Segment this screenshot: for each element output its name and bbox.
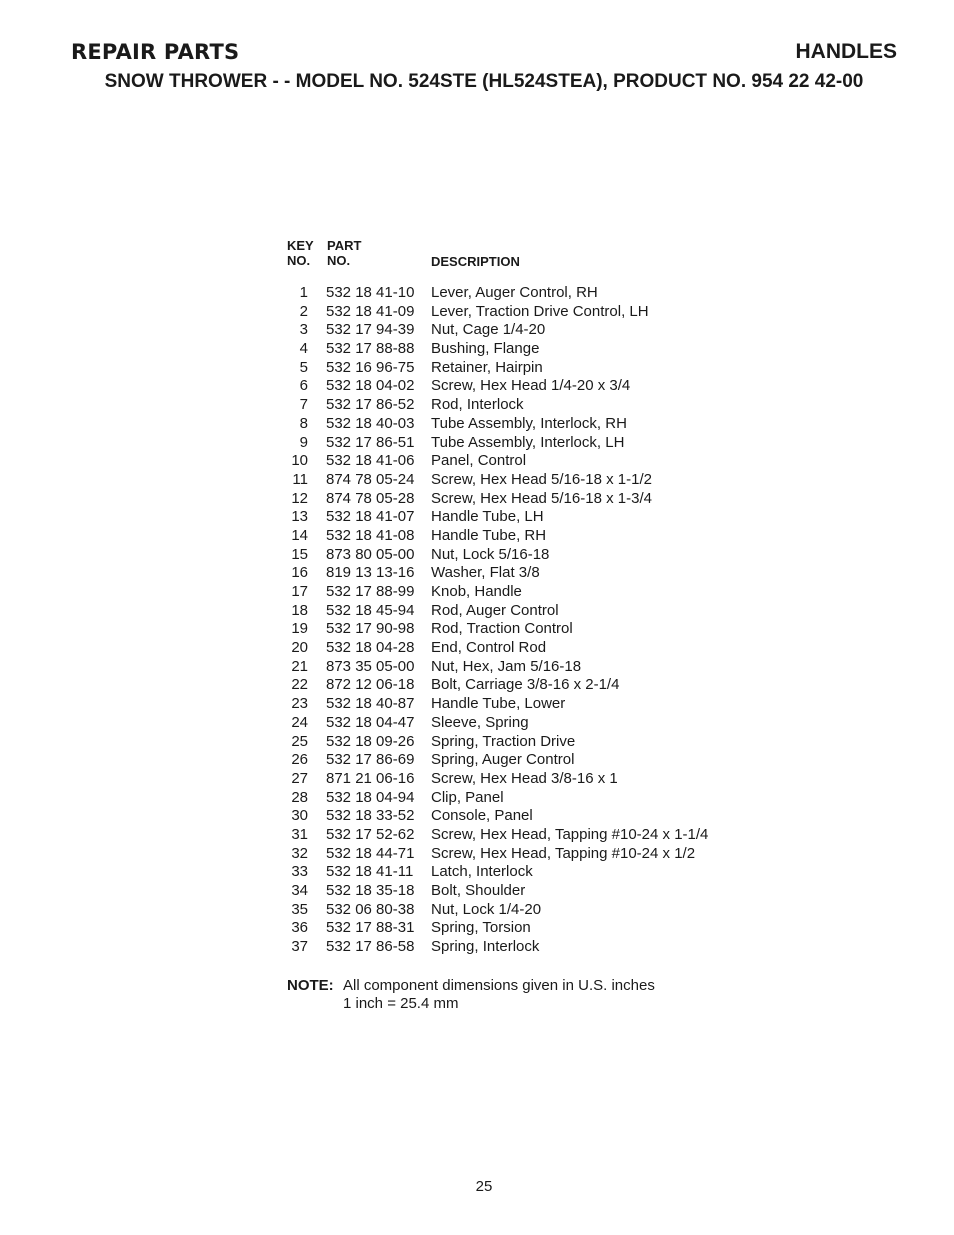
model-subtitle: SNOW THROWER - - MODEL NO. 524STE (HL524STEA), PRODUCT NO. 954 22 42-00 bbox=[104, 71, 864, 92]
part-no: 532 18 41-11 bbox=[326, 863, 414, 881]
description: Nut, Cage 1/4-20 bbox=[431, 321, 546, 339]
part-no: 532 18 44-71 bbox=[326, 844, 415, 862]
part-no: 532 17 52-62 bbox=[326, 825, 415, 843]
description: Clip, Panel bbox=[431, 788, 504, 806]
description: Lever, Traction Drive Control, LH bbox=[431, 302, 649, 320]
part-no: 532 18 41-08 bbox=[326, 526, 415, 544]
part-no: 532 17 88-31 bbox=[326, 919, 415, 937]
part-header-line2: NO. bbox=[327, 253, 351, 268]
description: Bushing, Flange bbox=[431, 340, 540, 358]
key-no: 28 bbox=[291, 788, 308, 806]
key-no: 18 bbox=[291, 601, 308, 619]
key-no: 33 bbox=[291, 863, 308, 881]
key-no: 13 bbox=[291, 508, 308, 526]
description: Handle Tube, RH bbox=[431, 526, 547, 544]
key-no: 4 bbox=[299, 340, 308, 358]
key-no: 36 bbox=[291, 919, 308, 937]
key-no: 2 bbox=[299, 302, 308, 320]
key-no: 23 bbox=[291, 695, 308, 713]
key-header-line2: NO. bbox=[287, 253, 311, 268]
description: Screw, Hex Head 1/4-20 x 3/4 bbox=[431, 377, 631, 395]
description: Handle Tube, LH bbox=[431, 508, 544, 526]
part-no: 819 13 13-16 bbox=[326, 564, 415, 582]
key-no: 1 bbox=[299, 284, 308, 301]
key-no: 19 bbox=[291, 620, 308, 638]
page-topic-title: HANDLES bbox=[795, 40, 897, 63]
key-no: 7 bbox=[299, 396, 308, 414]
part-no: 871 21 06-16 bbox=[326, 769, 415, 787]
part-no: 873 35 05-00 bbox=[326, 657, 415, 675]
description: Spring, Auger Control bbox=[431, 751, 575, 769]
part-no: 532 17 86-69 bbox=[326, 751, 415, 769]
description: Retainer, Hairpin bbox=[431, 358, 543, 376]
description: Tube Assembly, Interlock, RH bbox=[431, 414, 627, 432]
key-no: 34 bbox=[291, 882, 308, 899]
description: Panel, Control bbox=[431, 452, 527, 470]
description: Washer, Flat 3/8 bbox=[431, 564, 540, 582]
description: Screw, Hex Head 5/16-18 x 1-3/4 bbox=[431, 489, 652, 507]
key-no: 22 bbox=[291, 676, 308, 694]
key-no: 24 bbox=[291, 713, 308, 731]
key-no: 25 bbox=[291, 732, 308, 750]
key-no: 11 bbox=[292, 470, 308, 488]
part-no: 532 18 04-02 bbox=[326, 377, 415, 395]
part-no: 532 18 41-06 bbox=[326, 452, 415, 470]
part-no: 532 17 88-88 bbox=[326, 340, 415, 358]
key-no: 26 bbox=[291, 751, 308, 769]
part-no: 532 17 86-58 bbox=[326, 938, 415, 956]
part-no: 532 17 86-52 bbox=[326, 396, 415, 414]
section-title: REPAIR PARTS bbox=[71, 40, 240, 64]
description: Console, Panel bbox=[431, 807, 533, 825]
key-no: 31 bbox=[291, 825, 308, 843]
key-no: 8 bbox=[299, 414, 308, 432]
description-column-header: DESCRIPTION bbox=[431, 254, 520, 269]
description: Rod, Traction Control bbox=[431, 620, 573, 638]
key-header-line1: KEY bbox=[287, 238, 314, 253]
note-label: NOTE: bbox=[287, 977, 334, 994]
key-no: 14 bbox=[291, 526, 308, 544]
description: Nut, Hex, Jam 5/16-18 bbox=[431, 657, 582, 675]
part-no: 532 18 41-07 bbox=[326, 508, 415, 526]
description: Latch, Interlock bbox=[431, 863, 533, 881]
part-no: 874 78 05-28 bbox=[326, 489, 415, 507]
description: Knob, Handle bbox=[431, 583, 522, 600]
description: Sleeve, Spring bbox=[431, 713, 529, 731]
part-column-header bbox=[327, 238, 407, 268]
part-no: 532 18 04-47 bbox=[326, 713, 415, 731]
key-no: 27 bbox=[291, 769, 308, 787]
description: Spring, Torsion bbox=[431, 919, 531, 937]
description: Screw, Hex Head, Tapping #10-24 x 1/2 bbox=[431, 844, 696, 862]
description: Tube Assembly, Interlock, LH bbox=[431, 433, 625, 451]
part-no: 532 18 45-94 bbox=[326, 601, 415, 619]
description: Nut, Lock 1/4-20 bbox=[431, 900, 542, 918]
note bbox=[287, 977, 655, 1013]
part-no: 532 18 40-87 bbox=[326, 695, 415, 713]
description: Handle Tube, Lower bbox=[431, 695, 566, 713]
description: Bolt, Carriage 3/8-16 x 2-1/4 bbox=[431, 676, 620, 694]
part-no: 532 17 88-99 bbox=[326, 583, 415, 600]
key-no: 32 bbox=[291, 844, 308, 862]
part-no: 532 18 04-28 bbox=[326, 639, 415, 657]
key-no: 3 bbox=[299, 321, 308, 339]
key-no: 30 bbox=[291, 807, 308, 825]
part-no: 532 17 94-39 bbox=[326, 321, 415, 339]
page-number: 25 bbox=[475, 1178, 493, 1195]
description: Rod, Auger Control bbox=[431, 601, 559, 619]
part-no: 532 18 04-94 bbox=[326, 788, 415, 806]
part-header-line1: PART bbox=[327, 238, 362, 253]
description: End, Control Rod bbox=[431, 639, 547, 657]
part-no: 532 17 86-51 bbox=[326, 433, 415, 451]
key-no: 6 bbox=[299, 377, 308, 395]
part-no: 532 18 33-52 bbox=[326, 807, 415, 825]
key-no: 20 bbox=[291, 639, 308, 657]
description: Nut, Lock 5/16-18 bbox=[431, 545, 550, 563]
key-no: 15 bbox=[291, 545, 308, 563]
description: Screw, Hex Head 5/16-18 x 1-1/2 bbox=[431, 470, 652, 488]
note-line1: All component dimensions given in U.S. inches bbox=[343, 977, 655, 994]
key-no: 35 bbox=[291, 900, 308, 918]
key-no: 21 bbox=[291, 657, 308, 675]
description: Rod, Interlock bbox=[431, 396, 524, 414]
key-no: 9 bbox=[299, 433, 308, 451]
part-no: 532 16 96-75 bbox=[326, 358, 415, 376]
note-line2: 1 inch = 25.4 mm bbox=[343, 995, 459, 1012]
part-no: 532 18 09-26 bbox=[326, 732, 415, 750]
key-no: 17 bbox=[291, 583, 308, 600]
description: Spring, Traction Drive bbox=[431, 732, 576, 750]
part-no: 532 18 40-03 bbox=[326, 414, 415, 432]
part-no: 532 18 41-09 bbox=[326, 302, 415, 320]
description: Bolt, Shoulder bbox=[431, 882, 526, 899]
part-no: 532 18 41-10 bbox=[326, 284, 415, 301]
key-no: 5 bbox=[299, 358, 308, 376]
description: Screw, Hex Head, Tapping #10-24 x 1-1/4 bbox=[431, 825, 709, 843]
description: Spring, Interlock bbox=[431, 938, 540, 956]
part-no: 532 17 90-98 bbox=[326, 620, 415, 638]
key-no: 37 bbox=[291, 938, 308, 956]
part-no: 873 80 05-00 bbox=[326, 545, 415, 563]
key-no: 16 bbox=[291, 564, 308, 582]
key-no: 10 bbox=[291, 452, 308, 470]
part-no: 874 78 05-24 bbox=[326, 470, 415, 488]
part-no: 532 18 35-18 bbox=[326, 882, 415, 899]
description: Screw, Hex Head 3/8-16 x 1 bbox=[431, 769, 618, 787]
key-no: 12 bbox=[291, 489, 308, 507]
part-no: 872 12 06-18 bbox=[326, 676, 415, 694]
description: Lever, Auger Control, RH bbox=[431, 284, 598, 301]
note-text bbox=[343, 977, 655, 1013]
key-column-header bbox=[287, 238, 325, 268]
part-no: 532 06 80-38 bbox=[326, 900, 415, 918]
